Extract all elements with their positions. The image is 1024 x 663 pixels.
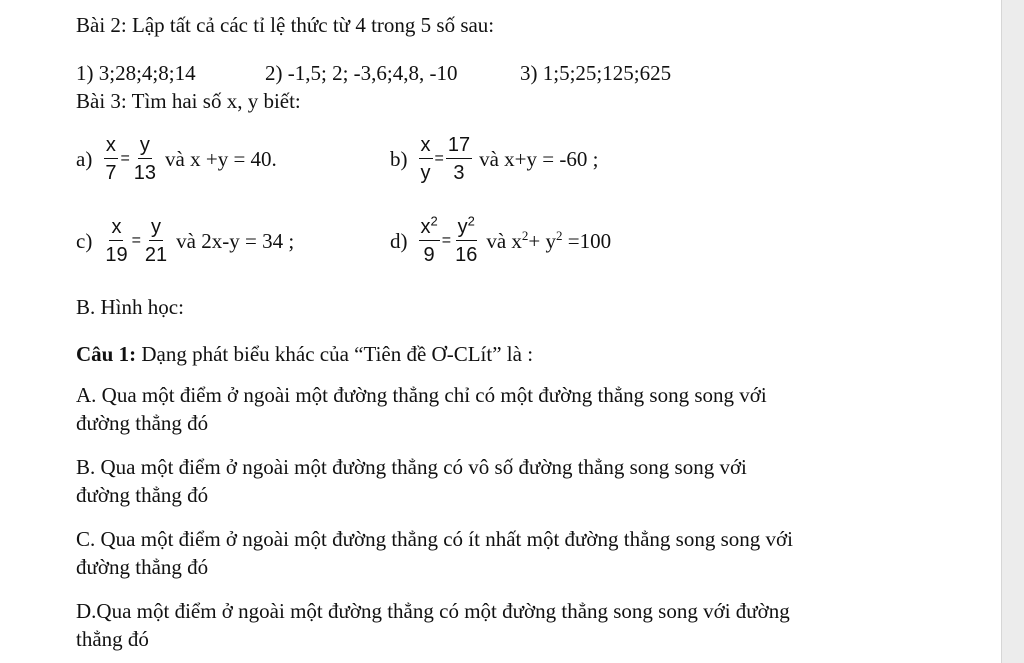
equals-sign: = [441,232,452,249]
bai3-title: Bài 3: Tìm hai số x, y biết: [76,89,301,113]
condition-text: và 2x-y = 34 ; [176,228,295,253]
fraction: $\frac{x}{7}$ [105,134,117,184]
equals-sign: = [434,150,444,167]
option-c-line2: đường thẳng đó [76,555,209,579]
option-c-line1: C. Qua một điểm ở ngoài một đường thẳng có ít nhất một đường thẳng song song với [76,527,793,551]
bai2-item-1: 1) 3;28;4;8;14 [76,61,196,85]
option-b-line2: đường thẳng đó [76,483,209,507]
fraction: $\frac{x^2}{9}$ [420,213,438,266]
bai3-item-b [390,134,598,184]
bai2-item-3: 3) 1;5;25;125;625 [520,61,672,85]
bai3-item-d [390,213,612,266]
fraction: $\frac{17}{3}$ [447,134,471,184]
cau1-text: Dạng phát biểu khác của “Tiên đề Ơ-CLít” là : [136,342,534,366]
equals-sign: = [120,150,130,167]
option-a-line1: A. Qua một điểm ở ngoài một đường thẳng chỉ có một đường thẳng song song với [76,383,767,407]
equals-sign: = [131,232,141,249]
condition-text: và $x^2+ y^2 =100$ [486,227,612,253]
condition-text: và x+y = -60 ; [479,146,599,171]
fraction: $\frac{y}{13}$ [133,134,157,184]
bai3-item-a [76,134,277,184]
fraction: $\frac{y}{21}$ [144,216,168,266]
bai2-item-2: 2) -1,5; 2; -3,6;4,8, -10 [265,61,458,85]
bai3-item-c [76,216,294,266]
item-label: c) [76,228,93,253]
bai2-title: Bài 2: Lập tất cả các tỉ lệ thức từ 4 trong 5 số sau: [76,13,495,37]
fraction: $\frac{y^2}{16}$ [455,213,478,266]
section-b-title: B. Hình học: [76,295,184,319]
option-d-line2: thẳng đó [76,627,149,651]
fraction: $\frac{x}{y}$ [420,134,431,184]
option-a-line2: đường thẳng đó [76,411,209,435]
item-label: a) [76,146,93,171]
fraction: $\frac{x}{19}$ [105,216,128,266]
window-edge [1001,0,1024,663]
cau1-question [76,341,533,367]
item-label: b) [390,146,408,171]
option-b-line1: B. Qua một điểm ở ngoài một đường thẳng có vô số đường thẳng song song với [76,455,747,479]
condition-text: và x +y = 40. [165,146,277,171]
option-d-line1: D.Qua một điểm ở ngoài một đường thẳng có một đường thẳng song song với đường [76,599,790,623]
item-label: d) [390,228,408,253]
cau1-label: Câu 1: [76,342,137,366]
